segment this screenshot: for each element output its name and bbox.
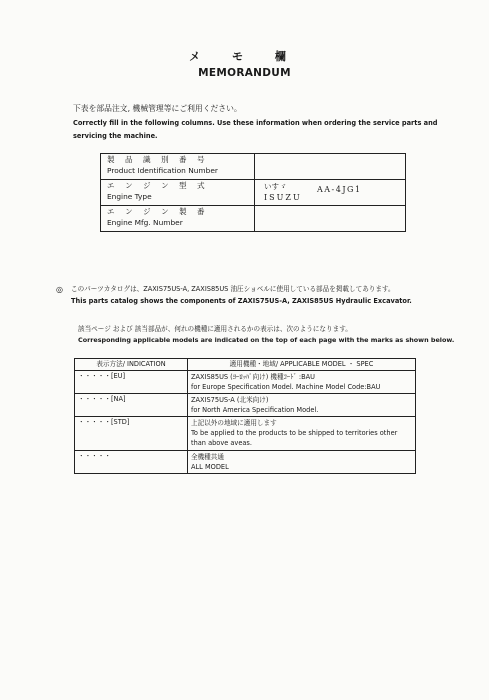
info-row-engine-type xyxy=(101,180,406,206)
engine-mfg-label-jp: エ ン ジ ン 製 番 xyxy=(107,207,209,216)
info-row-product-id xyxy=(101,154,406,180)
applicable-model-header: 適用機種・地域/ APPLICABLE MODEL ・ SPEC xyxy=(188,359,416,371)
table-row xyxy=(75,451,416,474)
double-circle-icon: ◎ xyxy=(56,285,63,294)
indication-mark: ・・・・・ xyxy=(75,451,188,474)
applicable-line-2: ALL MODEL xyxy=(191,463,229,471)
memo-title-en: MEMORANDUM xyxy=(198,67,291,79)
corresponding-note-jp: 該当ページ および 該当部品が、何れの機種に適用されるかの表示は、次のようになります。 xyxy=(78,325,352,333)
indication-mark: ・・・・・[STD] xyxy=(75,417,188,451)
indication-mark: ・・・・・[NA] xyxy=(75,394,188,417)
intro-text-en: Correctly fill in the following columns. Use these information when ordering the service parts and servicing the machine. xyxy=(73,119,438,140)
applicable-model-cell xyxy=(188,451,416,474)
table-row xyxy=(75,417,416,451)
applicable-line-1: ZAXIS85US (ﾖｰﾛｯﾊﾟ向け) 機種ｺｰﾄﾞ :BAU xyxy=(191,373,315,381)
applicable-model-cell xyxy=(188,371,416,394)
engine-brand-en: ISUZU xyxy=(264,193,302,202)
indication-table xyxy=(74,358,416,474)
engine-mfg-value-field[interactable] xyxy=(255,206,406,232)
engine-mfg-label-en: Engine Mfg. Number xyxy=(107,218,183,227)
info-label-cell xyxy=(101,154,255,180)
engine-type-label-en: Engine Type xyxy=(107,192,152,201)
indication-header-row xyxy=(75,359,416,371)
applicable-model-cell xyxy=(188,417,416,451)
indication-mark: ・・・・・[EU] xyxy=(75,371,188,394)
applicable-model-cell xyxy=(188,394,416,417)
applicable-line-1: 上記以外の地域に適用します xyxy=(191,419,277,427)
machine-info-table xyxy=(100,153,406,232)
intro-text-jp: 下表を部品注文, 機械管理等にご利用ください。 xyxy=(73,104,242,113)
applicable-line-2: To be applied to the products to be shipped to territories other than above aveas. xyxy=(191,429,398,447)
catalog-note-en: This parts catalog shows the components of ZAXIS75US-A, ZAXIS85US Hydraulic Excavator. xyxy=(71,297,412,305)
applicable-line-2: for North America Specification Model. xyxy=(191,406,319,414)
info-row-engine-mfg xyxy=(101,206,406,232)
engine-model-value: AA-4JG1 xyxy=(317,185,362,194)
info-label-cell xyxy=(101,180,255,206)
product-id-label-jp: 製 品 識 別 番 号 xyxy=(107,155,209,164)
table-row xyxy=(75,394,416,417)
product-id-label-en: Product Identification Number xyxy=(107,166,218,175)
engine-brand-jp: いすゞ xyxy=(264,182,287,191)
catalog-note-jp: このパーツカタログは、ZAXIS75US-A, ZAXIS85US 油圧ショベルに使用している部品を掲載してあります。 xyxy=(71,285,395,293)
info-label-cell xyxy=(101,206,255,232)
applicable-line-1: 全機種共通 xyxy=(191,453,224,461)
indication-header: 表示方法/ INDICATION xyxy=(75,359,188,371)
engine-type-value-field[interactable] xyxy=(255,180,406,206)
corresponding-note-en: Corresponding applicable models are indicated on the top of each page with the marks as shown below. xyxy=(78,336,455,344)
product-id-value-field[interactable] xyxy=(255,154,406,180)
table-row xyxy=(75,371,416,394)
applicable-line-2: for Europe Specification Model. Machine Model Code:BAU xyxy=(191,383,381,391)
engine-type-label-jp: エ ン ジ ン 型 式 xyxy=(107,181,209,190)
applicable-line-1: ZAXIS75US-A (北米向け) xyxy=(191,396,269,404)
memo-title-jp: メ モ 欄 xyxy=(189,50,300,63)
